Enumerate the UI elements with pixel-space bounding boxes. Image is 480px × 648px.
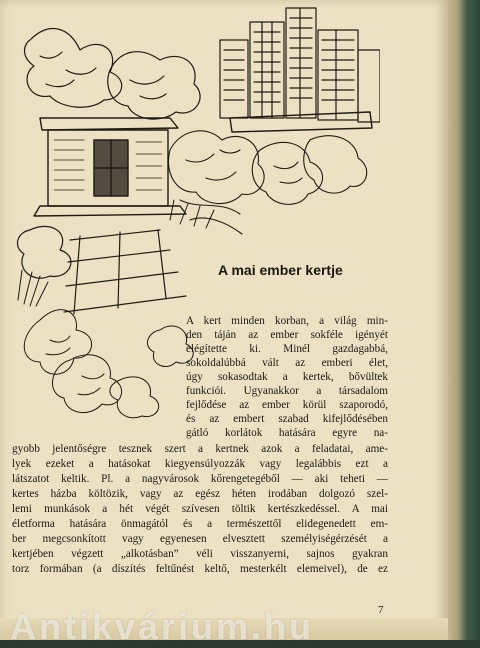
watermark: Antikvárium.hu [10,606,315,647]
text-line: ber megcsonkított vagy egyenesen elvesztett személyiségérzését a [12,533,388,545]
text-line: lyek ezeket a hatásokat kiegyensúlyozzák vagy legalábbis ezt a [12,458,388,470]
text-line: gátló korlátok hatására egyre na- [186,427,388,439]
tree-left [25,29,201,120]
text-line: látszatot keltik. Pl. a nagyvárosok kőrengetegéből — aki teheti — [12,473,388,485]
foreground-plants [18,200,214,418]
text-line: funkciói. Ugyanakkor a társadalom [186,385,388,397]
apartment-blocks [220,8,380,132]
text-line: kertes házba költözik, vagy az egész héten irodában dolgozó szel- [12,488,388,500]
text-line: gyobb jelentőségre tesznek szert a kertnek azok a feladatai, ame- [12,443,388,455]
shrubbery [168,131,366,234]
text-line: A kert minden korban, a világ min- [186,315,388,327]
text-line: sokoldalúbbá vált az emberi élet, [186,357,388,369]
page-edge [448,0,480,640]
house [34,118,186,216]
text-line: lemi munkások a hét végét szívesen töltik kertészkedéssel. A mai [12,503,388,515]
text-line: den táján az ember sokféle igényét [186,329,388,341]
text-line: torz formában (a díszítés feltűnést keltő, mesterkélt elemeivel), de ez [12,563,388,575]
text-line: életforma hatására önmagától és a természettől elidegenedett em- [12,518,388,530]
text-line: fejlődése az ember körül szaporodó, [186,399,388,411]
text-line: és az embert szabad kifejlődésében [186,413,388,425]
chapter-heading: A mai ember kertje [218,262,343,278]
garden-path [17,226,186,314]
text-line: elégítette ki. Minél gazdagabbá, [186,343,388,355]
text-line: úgy sokasodtak a kertek, bővültek [186,371,388,383]
page-number: 7 [378,604,384,616]
text-line: kertjében végzett „alkotásban” véli visszanyerni, sajnos gyakran [12,548,388,560]
